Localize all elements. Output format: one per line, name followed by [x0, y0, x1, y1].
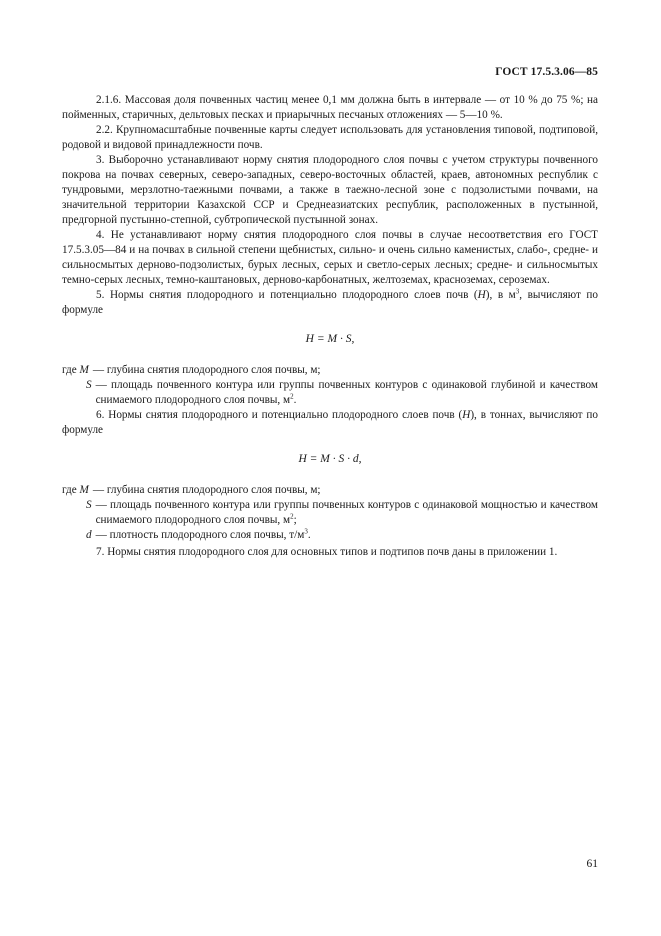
symbol-m-2: M: [79, 484, 89, 496]
paragraph-7: 7. Нормы снятия плодородного слоя для основных типов и подтипов почв даны в приложении 1.: [96, 546, 558, 558]
definition-d: [62, 528, 598, 543]
definition-s-2-tail: ;: [293, 514, 297, 526]
definition-m-2-text: — глубина снятия плодородного слоя почвы, м;: [92, 484, 321, 496]
document-body: [62, 93, 598, 560]
symbol-s-2: S: [86, 499, 92, 511]
formula-volume: H = M · S,: [305, 333, 355, 345]
paragraph-5-sup: 3: [515, 287, 520, 296]
where-label-2: где: [62, 484, 77, 496]
definition-s-2: [62, 498, 598, 528]
paragraph-2-1-6: 2.1.6. Массовая доля почвенных частиц менее 0,1 мм должна быть в интервале — от 10 % до 75 %; на пойменных, старичных, дельтовых песках и приарычных песчаных отложениях — 5—10 %.: [62, 94, 598, 121]
symbol-m: M: [79, 364, 89, 376]
page-number: 61: [586, 858, 598, 870]
symbol-d: d: [86, 529, 92, 541]
definition-d-text: — плотность плодородного слоя почвы, т/м: [95, 529, 305, 541]
symbol-s: S: [86, 379, 92, 391]
definition-m-2: [62, 483, 598, 498]
definition-s-2-sup: 2: [290, 512, 294, 521]
paragraph-5-end: , вычисляют по формуле: [62, 289, 598, 316]
definition-d-tail: .: [307, 529, 311, 541]
paragraph-2-2: 2.2. Крупномасштабные почвенные карты следует использовать для установления типовой, подтиповой, родовой и видовой принадлежности почв.: [62, 124, 598, 151]
definition-s-tail: .: [293, 394, 297, 406]
definition-m: [62, 363, 598, 378]
paragraph-5: [62, 288, 598, 318]
paragraph-6: [62, 408, 598, 438]
definition-s-sup: 2: [290, 392, 294, 401]
paragraph-5-start: 5. Нормы снятия плодородного и потенциально плодородного слоев почв (: [96, 289, 478, 301]
paragraph-6-start: 6. Нормы снятия плодородного и потенциально плодородного слоев почв (: [96, 409, 463, 421]
definition-s-text: — площадь почвенного контура или группы почвенных контуров с одинаковой глубиной и качеством снимаемого плодородного слоя почвы, м: [95, 379, 598, 406]
formula-mass-definitions: [62, 483, 598, 543]
standard-header: ГОСТ 17.5.3.06—85: [495, 66, 598, 78]
paragraph-6-end: ), в тоннах, вычисляют по формуле: [62, 409, 598, 436]
definition-s: [62, 378, 598, 408]
where-label: где: [62, 364, 77, 376]
definition-s-2-text: — площадь почвенного контура или группы почвенных контуров с одинаковой мощностью и качеством снимаемого плодородного слоя почвы, м: [95, 499, 598, 526]
paragraph-4: 4. Не устанавливают норму снятия плодородного слоя почвы в случае несоответствия его ГОСТ 17.5.3.05—84 и на почвах в сильной степени щебнистых, сильно- и очень сильно каменистых, слабо-, средне- и сильносмытых дерново-подзолистых, бурых лесных, серых и светло-серых лесных; средне- и сильносмытых темно-серых лесных, темно-каштановых, дерново-карбонатных, желтоземах, красноземах, сероземах.: [62, 229, 598, 286]
definition-d-sup: 3: [304, 527, 308, 536]
paragraph-5-mid: ), в м: [485, 289, 516, 301]
paragraph-5-symbol: H: [477, 289, 486, 301]
paragraph-3: 3. Выборочно устанавливают норму снятия плодородного слоя почвы с учетом структуры почвенного покрова на почвах северных, северо-западных, северо-восточных областей, краев, автономных республик с тундровыми, мерзлотно-таежными почвами, а также в таежно-лесной зоне с подзолистыми почвами, на значительной территории Казахской ССР и Среднеазиатских республик, расположенных в пустынной, предгорной пустынно-степной, субтропической пустынной зонах.: [62, 154, 598, 226]
paragraph-6-symbol: H: [462, 409, 471, 421]
formula-volume-definitions: [62, 363, 598, 408]
definition-m-text: — глубина снятия плодородного слоя почвы, м;: [92, 364, 321, 376]
formula-mass: H = M · S · d,: [298, 453, 362, 465]
